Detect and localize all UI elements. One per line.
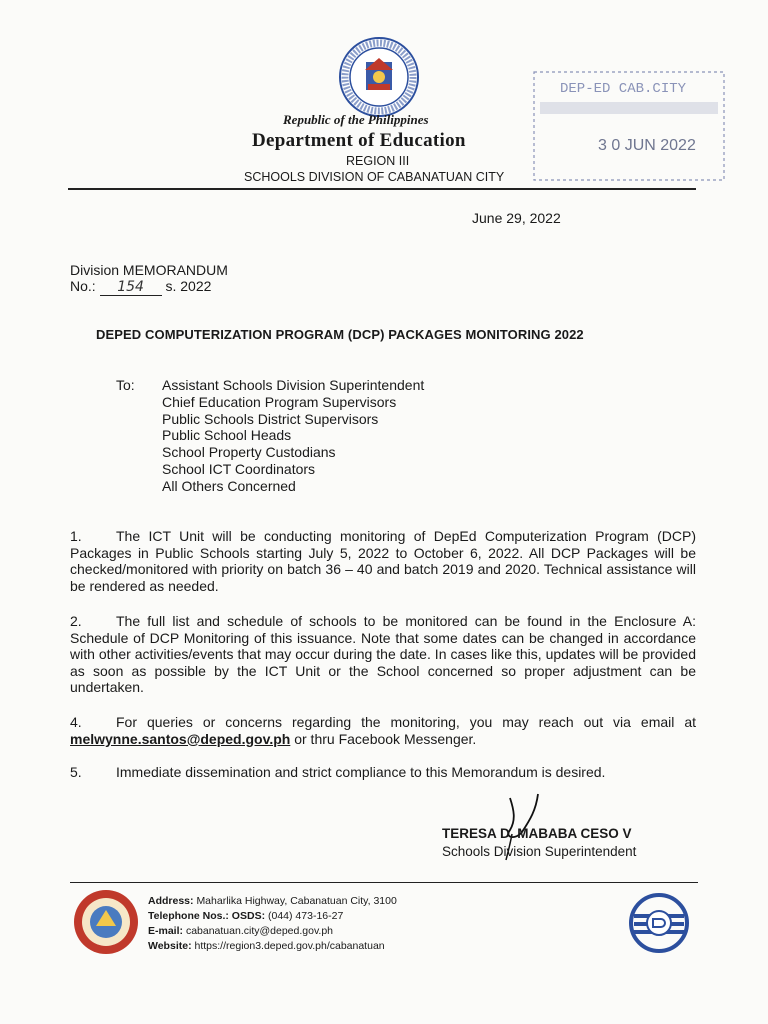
footer-phone: Telephone Nos.: OSDS: (044) 473-16-27 bbox=[148, 910, 344, 922]
recipient-item: Public Schools District Supervisors bbox=[162, 410, 379, 427]
republic-header: Republic of the Philippines bbox=[283, 112, 429, 127]
memo-type: Division MEMORANDUM bbox=[70, 262, 228, 278]
paragraph-text: The full list and schedule of schools to be monitored can be found in the Enclosure A: Schedule of DCP Monitoring of this issuance. Note that some dates can be changed in accordance with other activities/events that may occur during the date. In cases like this, updates will be provided as soon as possible by the ICT Unit or the School concerned so proper adjustment can be undertaken. bbox=[70, 613, 696, 696]
footer-address: Address: Maharlika Highway, Cabanatuan City, 3100 bbox=[148, 895, 397, 907]
recipient-item: School Property Custodians bbox=[162, 444, 336, 461]
paragraph-number: 4. bbox=[70, 714, 82, 730]
footer-website: Website: https://region3.deped.gov.ph/cabanatuan bbox=[148, 940, 385, 952]
paragraph-number: 2. bbox=[70, 613, 82, 629]
recipient-item: Public School Heads bbox=[162, 427, 292, 444]
to-label: To: bbox=[116, 377, 135, 393]
iso-certification-logo bbox=[624, 892, 694, 954]
paragraph-2 bbox=[70, 613, 696, 696]
recipient-item: All Others Concerned bbox=[162, 477, 296, 494]
footer-divider bbox=[70, 882, 698, 883]
paragraph-text: or thru Facebook Messenger. bbox=[294, 730, 477, 747]
region-label: REGION III bbox=[346, 154, 410, 168]
memo-date: June 29, 2022 bbox=[472, 210, 561, 226]
footer-email: E-mail: cabanatuan.city@deped.gov.ph bbox=[148, 925, 334, 937]
division-seal-logo bbox=[72, 888, 140, 956]
paragraph-number: 1. bbox=[70, 528, 82, 544]
footer-contact bbox=[148, 894, 397, 954]
signatory-title: Schools Division Superintendent bbox=[442, 844, 637, 859]
memo-title: DEPED COMPUTERIZATION PROGRAM (DCP) PACKAGES MONITORING 2022 bbox=[96, 327, 584, 342]
paragraph-5 bbox=[70, 764, 696, 781]
signatory-name: TERESA D. MABABA CESO V bbox=[442, 826, 632, 841]
stamp-date: 3 0 JUN 2022 bbox=[598, 137, 696, 154]
paragraph-4 bbox=[70, 714, 696, 747]
paragraph-text: The ICT Unit will be conducting monitoring of DepEd Computerization Program (DCP) Packages in Public Schools starting July 5, 2022 to October 6, 2022. All DCP Packages will be checked/monitored with priority on batch 36 – 40 and batch 2019 and 2020. Technical assistance will be rendered as needed. bbox=[70, 528, 696, 594]
paragraph-1 bbox=[70, 528, 696, 594]
stamp-header: DEP-ED CAB.CITY bbox=[560, 81, 687, 97]
division-label: SCHOOLS DIVISION OF CABANATUAN CITY bbox=[244, 170, 505, 184]
paragraph-text: Immediate dissemination and strict compliance to this Memorandum is desired. bbox=[116, 764, 606, 780]
memo-series: s. 2022 bbox=[165, 278, 212, 294]
recipient-item: Chief Education Program Supervisors bbox=[162, 393, 397, 410]
memo-no-value: 154 bbox=[100, 279, 162, 296]
recipient-item: Assistant Schools Division Superintendent bbox=[162, 377, 425, 393]
paragraph-text: For queries or concerns regarding the monitoring, you may reach out via email at bbox=[116, 714, 696, 730]
received-stamp bbox=[530, 70, 728, 188]
paragraph-number: 5. bbox=[70, 764, 82, 780]
recipient-item: School ICT Coordinators bbox=[162, 460, 316, 477]
deped-seal-logo bbox=[338, 36, 420, 118]
recipient-list bbox=[162, 377, 424, 495]
memo-number-line bbox=[70, 278, 211, 296]
contact-email-link[interactable]: melwynne.santos@deped.gov.ph bbox=[70, 730, 291, 747]
header-divider bbox=[68, 188, 696, 190]
memo-no-label: No.: bbox=[70, 278, 96, 294]
department-name: Department of Education bbox=[252, 130, 466, 151]
